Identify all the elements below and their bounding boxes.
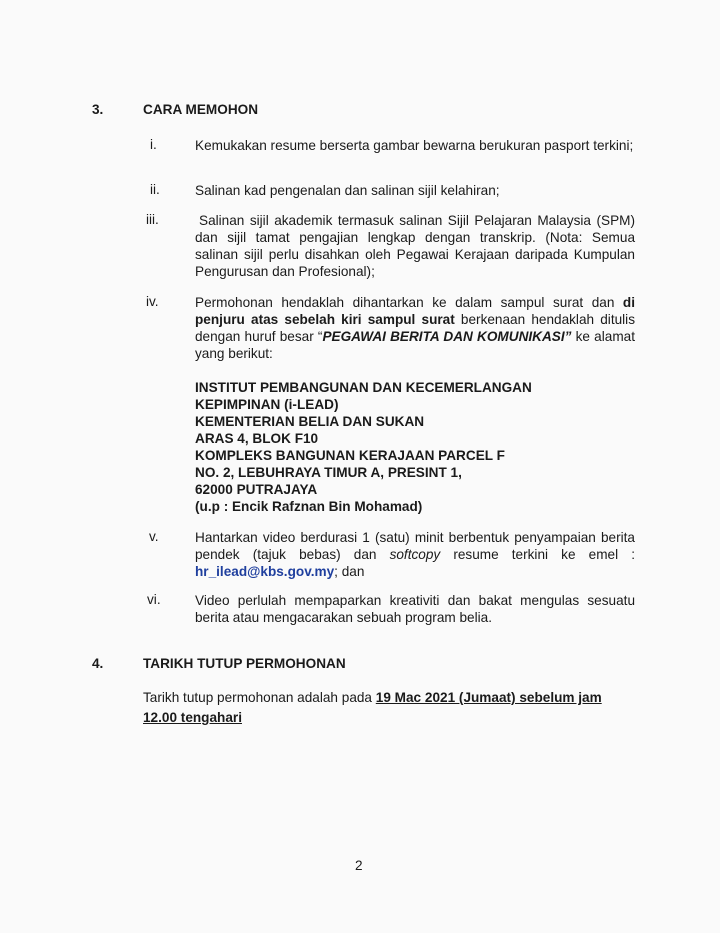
closing-date-text [143,688,638,728]
item-number: iv. [146,294,159,309]
item-text-part: ke alamat yang berikut: [195,329,635,361]
address-line: NO. 2, LEBUHRAYA TIMUR A, PRESINT 1, [195,465,462,480]
item-text-part: resume terkini ke emel : [440,547,635,562]
item-text: Kemukakan resume berserta gambar bewarna berukuran pasport terkini; [195,138,634,153]
closing-time-value: 12.00 tengahari [143,710,242,725]
item-text-bold-italic: PEGAWAI BERITA DAN KOMUNIKASI” [322,329,572,344]
item-number: iii. [146,212,159,227]
address-line: KOMPLEKS BANGUNAN KERAJAAN PARCEL F [195,448,505,463]
address-line: (u.p : Encik Rafznan Bin Mohamad) [195,499,423,514]
item-text [195,294,635,362]
address-line: INSTITUT PEMBANGUNAN DAN KECEMERLANGAN [195,380,532,395]
item-text: Video perlulah mempaparkan kreativiti dan bakat mengulas sesuatu berita atau mengacarakan sebuah program belia. [195,593,635,625]
page-number: 2 [355,858,363,873]
address-line: KEPIMPINAN (i-LEAD) [195,397,339,412]
address-block [195,379,532,515]
section-3-number: 3. [92,102,104,117]
item-text-bold: di penjuru atas sebelah kiri sampul surat [195,295,635,327]
closing-date-value: 19 Mac 2021 (Jumaat) sebelum jam [375,690,602,705]
item-text: Salinan kad pengenalan dan salinan sijil kelahiran; [195,183,500,198]
item-number: i. [150,137,157,152]
item-text-italic: softcopy [389,547,441,562]
item-text-part: berkenaan hendaklah ditulis dengan huruf besar “ [195,312,635,344]
section-4-title: TARIKH TUTUP PERMOHONAN [143,656,346,671]
item-text: Salinan sijil akademik termasuk salinan Sijil Pelajaran Malaysia (SPM) dan sijil tamat pengajian lengkap dengan transkrip. (Nota: Semua salinan sijil perlu disahkan oleh Pegawai Kerajaan daripada Kumpulan Pengurusan dan Profesional); [195,213,635,279]
item-number: vi. [147,592,161,607]
address-line: ARAS 4, BLOK F10 [195,431,319,446]
item-text-part: ; dan [334,564,365,579]
item-number: ii. [150,182,160,197]
email-link[interactable]: hr_ilead@kbs.gov.my [195,564,335,579]
address-line: 62000 PUTRAJAYA [195,482,318,497]
item-number: v. [149,529,159,544]
closing-date-line [143,688,638,708]
item-text [195,529,635,580]
section-4-number: 4. [92,656,104,671]
item-text-part: Hantarkan video berdurasi 1 (satu) minit berbentuk penyampaian berita pendek (tajuk bebas) dan [195,530,635,562]
address-line: KEMENTERIAN BELIA DAN SUKAN [195,414,425,429]
closing-date-prefix: Tarikh tutup permohonan adalah pada [143,690,376,705]
section-3-title: CARA MEMOHON [143,102,259,117]
item-text-part: Permohonan hendaklah dihantarkan ke dalam sampul surat dan [195,295,623,310]
